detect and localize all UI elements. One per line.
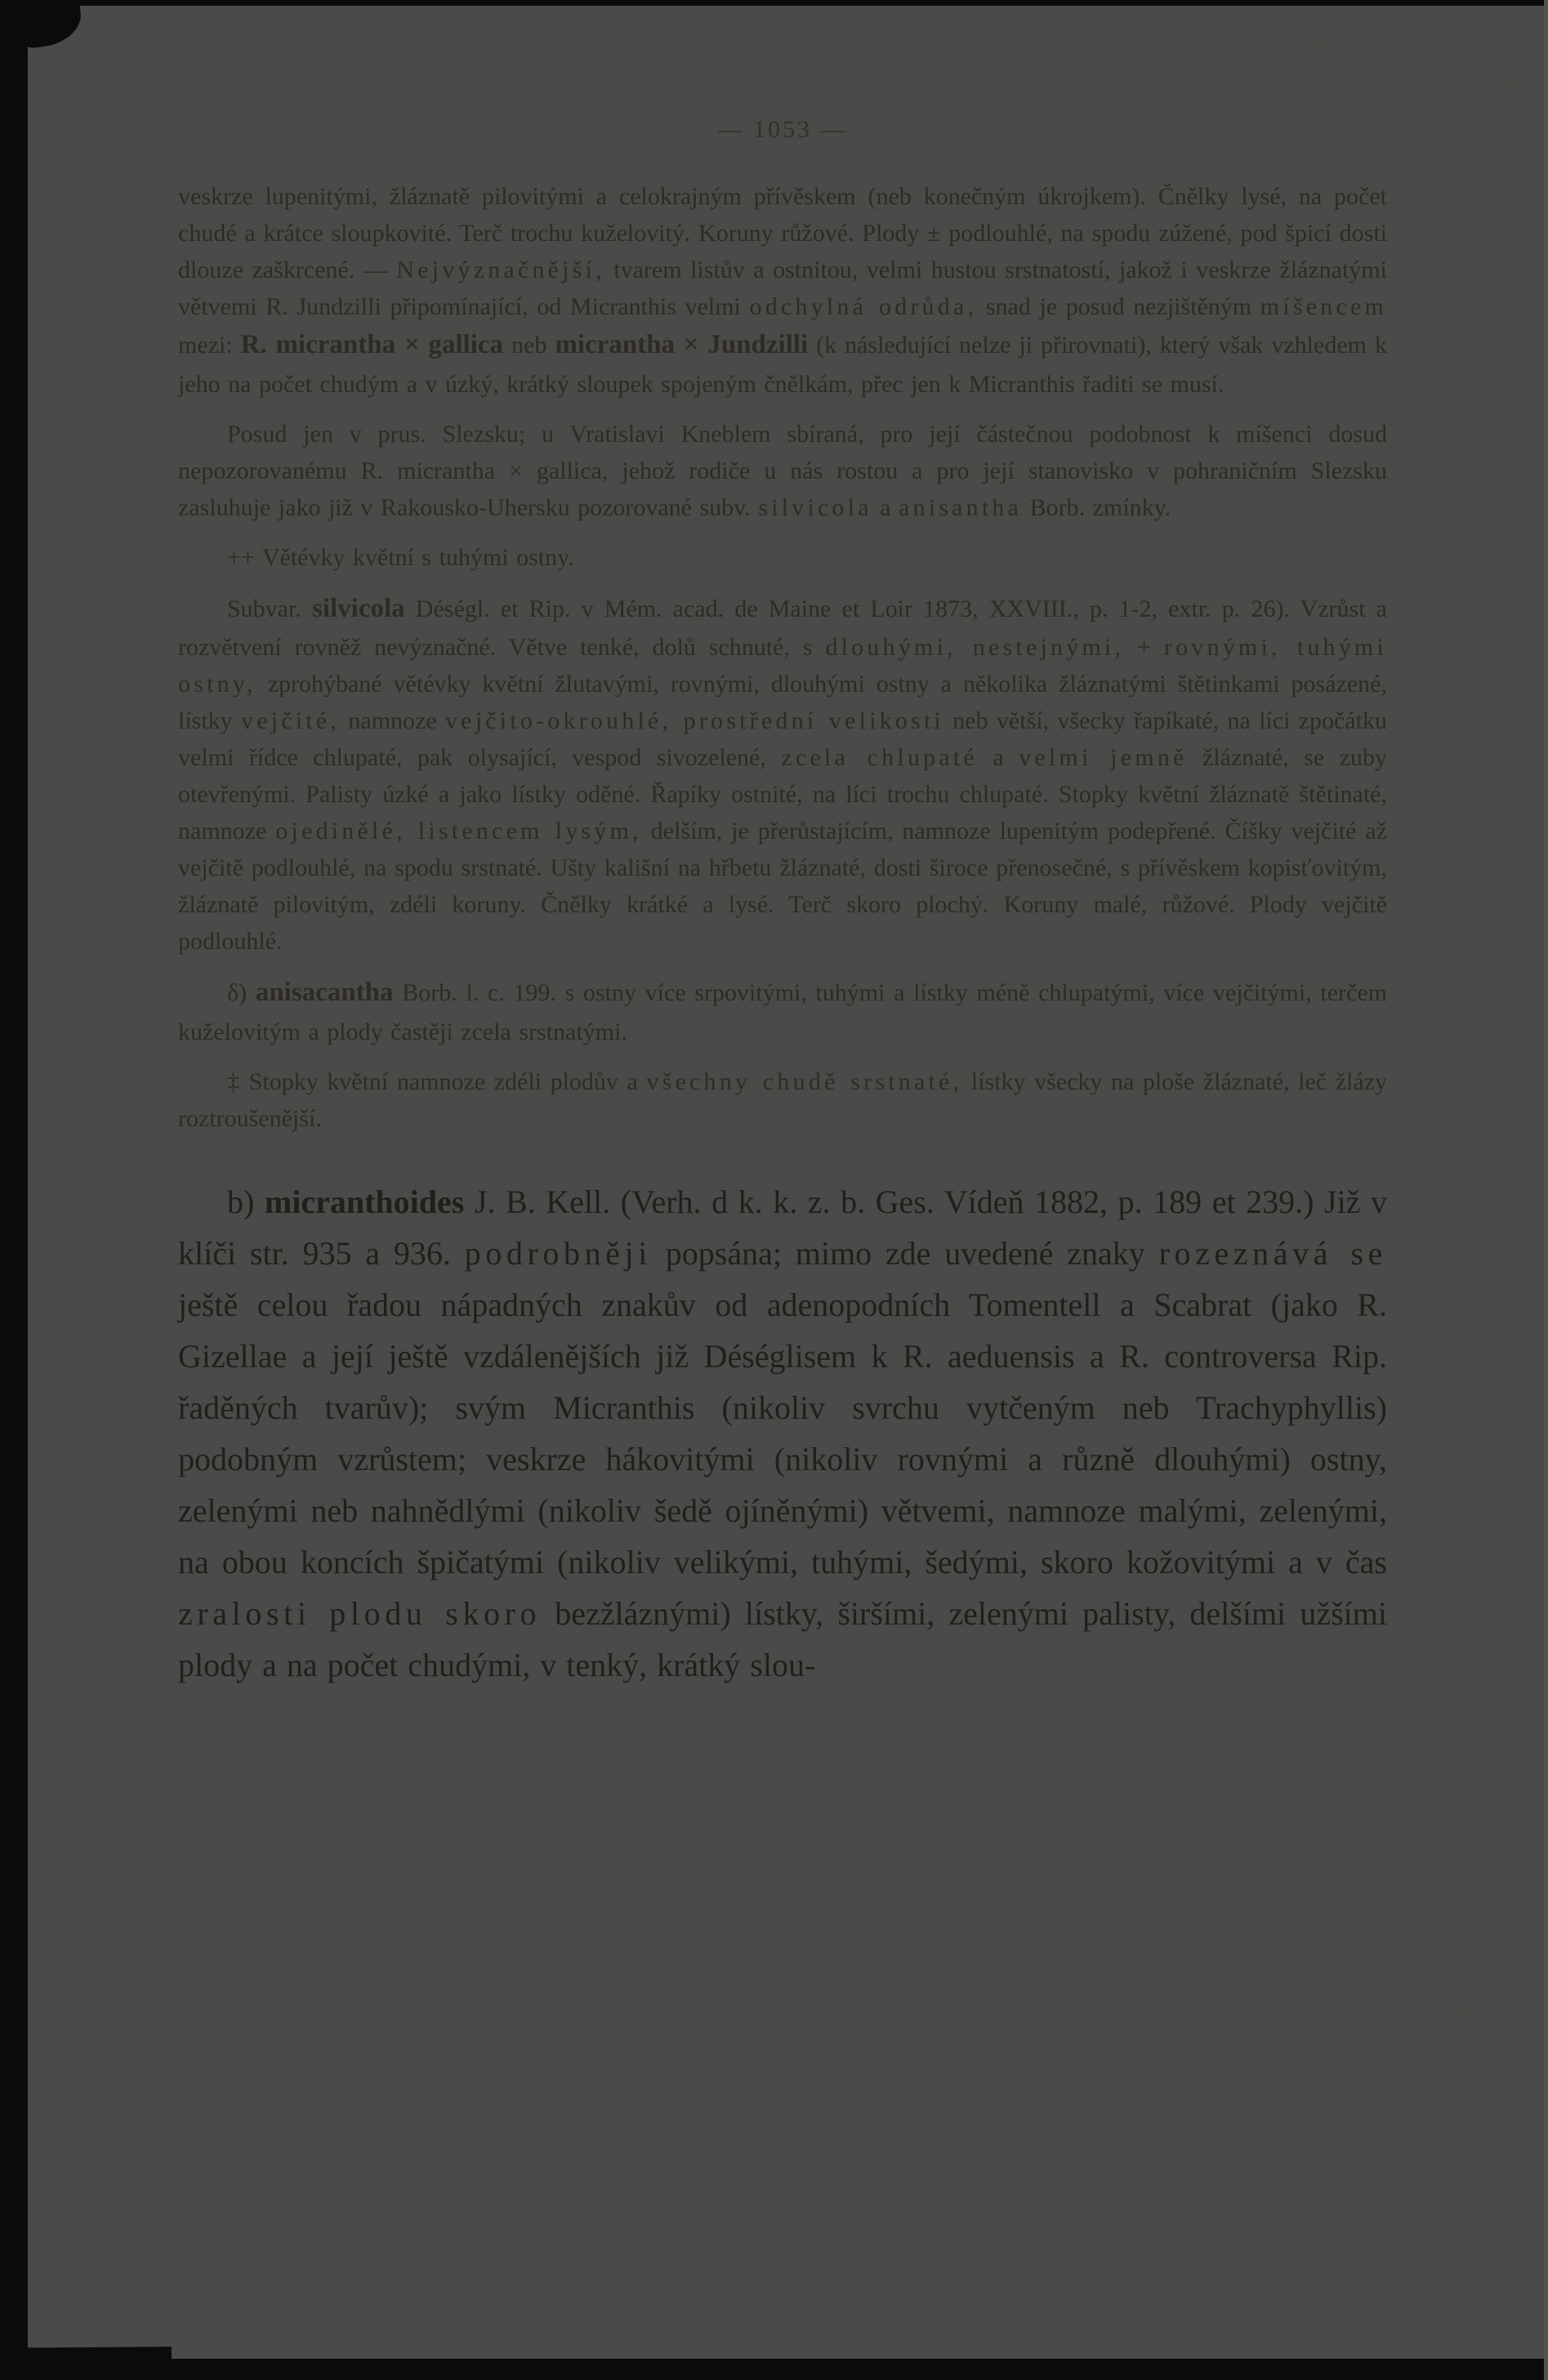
text-segment: silvicola — [311, 593, 405, 623]
text-segment: rovnými, tuhými ostny, — [178, 634, 1388, 698]
text-segment: R. micrantha × gallica — [240, 330, 504, 359]
text-segment: zcela chlupaté — [781, 744, 978, 771]
text-segment: zralosti plodu skoro — [178, 1594, 542, 1632]
scan-corner-blob — [19, 0, 83, 48]
text-segment: ještě celou řadou nápadných znakův od adenopodních Tomentell a Scabrat (jako R. Gizellae a její ještě vzdálenějších již Déséglisem k R. aeduensis a R. controversa Rip. řaděných tvarův); svým Micranthis (nikoliv svrchu vytčeným neb Trachyphyllis) podobným vzrůstem; veskrze hákovitými (nikoliv rovnými a různě dlouhými) ostny, zelenými neb nahnědlými (nikoliv šedě ojíněnými) větvemi, namnoze malými, zelenými, na obou koncích špičatými (nikoliv velikými, tuhými, šedými, skoro kožovitými a v čas — [178, 1286, 1387, 1580]
page-body — [178, 178, 1387, 1691]
text-segment: míšencem — [1260, 293, 1387, 320]
text-segment: ojedinělé, listencem lysým, — [275, 818, 642, 845]
text-segment: b) — [227, 1183, 265, 1220]
paragraph — [178, 1176, 1387, 1691]
text-segment: (k následující nelze ji přirovnati), který však vzhledem k jeho na počet chudým a v úzký, krátký sloupek spojeným čnělkám, přec jen k Micranthis řaditi se musí. — [178, 332, 1387, 398]
text-segment: neb — [503, 332, 555, 359]
text-segment: namnoze — [340, 707, 445, 734]
text-segment: Nejvýznačnější, — [396, 256, 605, 283]
scan-edge-top — [0, 0, 1548, 6]
scan-speck — [1461, 2008, 1469, 2014]
text-segment: J. B. Kell. (Verh. d k. k. z. b. Ges. Vídeň 1882, p. 189 et 239.) Již v klíči str. 935 a 936. — [178, 1183, 1387, 1272]
text-segment: Déségl. et Rip. v Mém. acad. de Maine et Loir 1873, XXVIII., p. 1-2, extr. p. 26). Vzrůst a rozvětvení rovněž nevýznačné. Větve tenké, dolů schnuté, s — [178, 595, 1387, 661]
text-segment: tvarem listův a ostnitou, velmi hustou srstnatostí, jakož i veskrze žláznatými větvemi R. Jundzilli připomínající, od Micranthis velmi — [178, 256, 1387, 320]
scan-bottom-chunk — [0, 2347, 172, 2365]
text-segment: žláznaté, se zuby otevřenými. Palisty úzké a jako lístky oděné. Řapíky ostnité, na líci trochu chlupaté. Stopky květní žláznatě štětinaté, namnoze — [178, 744, 1387, 845]
text-segment: anisantha — [899, 493, 1023, 521]
text-segment: Borb. zmínky. — [1022, 493, 1171, 521]
paragraph — [178, 1063, 1387, 1137]
text-segment: vejčité, — [241, 707, 341, 734]
text-segment: Posud jen v prus. Slezsku; u Vratislavi Kneblem sbíraná, pro její částečnou podobnost k míšenci dosud nepozorovanému R. micrantha × gallica, jehož rodiče u nás rostou a pro její stanovisko v pohraničním Slezsku zasluhuje jako již v Rakousko-Uhersku pozorované subv. — [178, 420, 1387, 521]
text-segment: silvicola — [758, 493, 872, 521]
scan-edge-right — [1544, 0, 1548, 2380]
text-segment: a — [872, 493, 899, 521]
text-segment: snad je posud nezjištěným — [977, 293, 1260, 320]
text-segment: micranthoides — [264, 1183, 465, 1220]
text-segment: podrobněji — [464, 1234, 652, 1272]
paragraph — [178, 589, 1387, 960]
text-segment: Subvar. — [227, 595, 312, 622]
scan-edge-bottom — [0, 2359, 1548, 2380]
text-segment: rozeznává se — [1158, 1234, 1387, 1272]
paragraph — [178, 178, 1387, 403]
text-segment: veskrze lupenitými, žláznatě pilovitými a celokrajným přívěskem (neb konečným úkrojkem). Čnělky lysé, na počet chudé a krátce sloupkovité. Terč trochu kuželovitý. Koruny růžové. Plody ± podlouhlé, na spodu zúžené, pod špicí dosti dlouze zaškrcené. — — [178, 183, 1387, 283]
text-segment: neb větší, všecky řapíkaté, na líci zpočátku velmi řídce chlupaté, pak olysající, vespod sivozelené, — [178, 707, 1387, 771]
text-segment: δ) — [227, 979, 256, 1006]
text-segment: popsána; mimo zde uvedené znaky — [651, 1234, 1159, 1272]
text-segment: dlouhými, nestejnými, — [825, 634, 1125, 661]
scan-speck — [1310, 42, 1320, 50]
page-content — [178, 116, 1387, 1691]
text-segment: a — [977, 744, 1019, 771]
text-segment: bezžláznými) lístky, širšími, zelenými palisty, delšími užšími plody a na počet chudými, v tenký, krátký slou- — [178, 1594, 1387, 1683]
text-segment: Borb. l. c. 199. s ostny více srpovitými, tuhými a lístky méně chlupatými, více vejčitými, terčem kuželovitým a plody častěji zcela srstnatými. — [178, 979, 1387, 1045]
paragraph — [178, 416, 1387, 526]
text-segment: mezi: — [178, 332, 241, 359]
paragraph — [178, 973, 1387, 1050]
scan-edge-left — [0, 0, 28, 2380]
text-segment: odchylná odrůda, — [749, 293, 978, 320]
text-segment: + — [1124, 634, 1164, 661]
text-segment: všechny chudě srstnaté, — [646, 1067, 963, 1095]
text-segment: anisacantha — [255, 978, 394, 1007]
scan-speck — [1506, 78, 1511, 84]
text-segment: vejčito-okrouhlé, prostřední velikosti — [444, 707, 944, 734]
text-segment: delším, je přerůstajícím, namnoze lupenitým podepřené. Číšky vejčité až vejčitě podlouhlé, na spodu srstnaté. Ušty kališní na hřbetu žláznaté, dosti široce přenosečné, s přívěskem kopisťovitým, žláznatě pilovitým, zdéli koruny. Čnělky krátké a lysé. Terč skoro plochý. Koruny malé, růžové. Plody vejčitě podlouhlé. — [178, 818, 1387, 955]
text-segment: zprohýbané větévky květní žlutavými, rovnými, dlouhými ostny a několika žláznatými štětinkami posázené, lístky — [178, 671, 1387, 734]
paragraph — [178, 539, 1387, 576]
page-number: — 1053 — — [717, 116, 848, 143]
text-segment: ++ Větévky květní s tuhými ostny. — [227, 543, 574, 571]
text-segment: micrantha × Jundzilli — [555, 330, 809, 359]
text-segment: lístky všecky na ploše žláznaté, leč žlázy roztroušenější. — [178, 1067, 1387, 1132]
text-segment: velmi jemně — [1019, 744, 1188, 771]
text-segment: ‡ Stopky květní namnoze zdéli plodův a — [227, 1067, 647, 1095]
